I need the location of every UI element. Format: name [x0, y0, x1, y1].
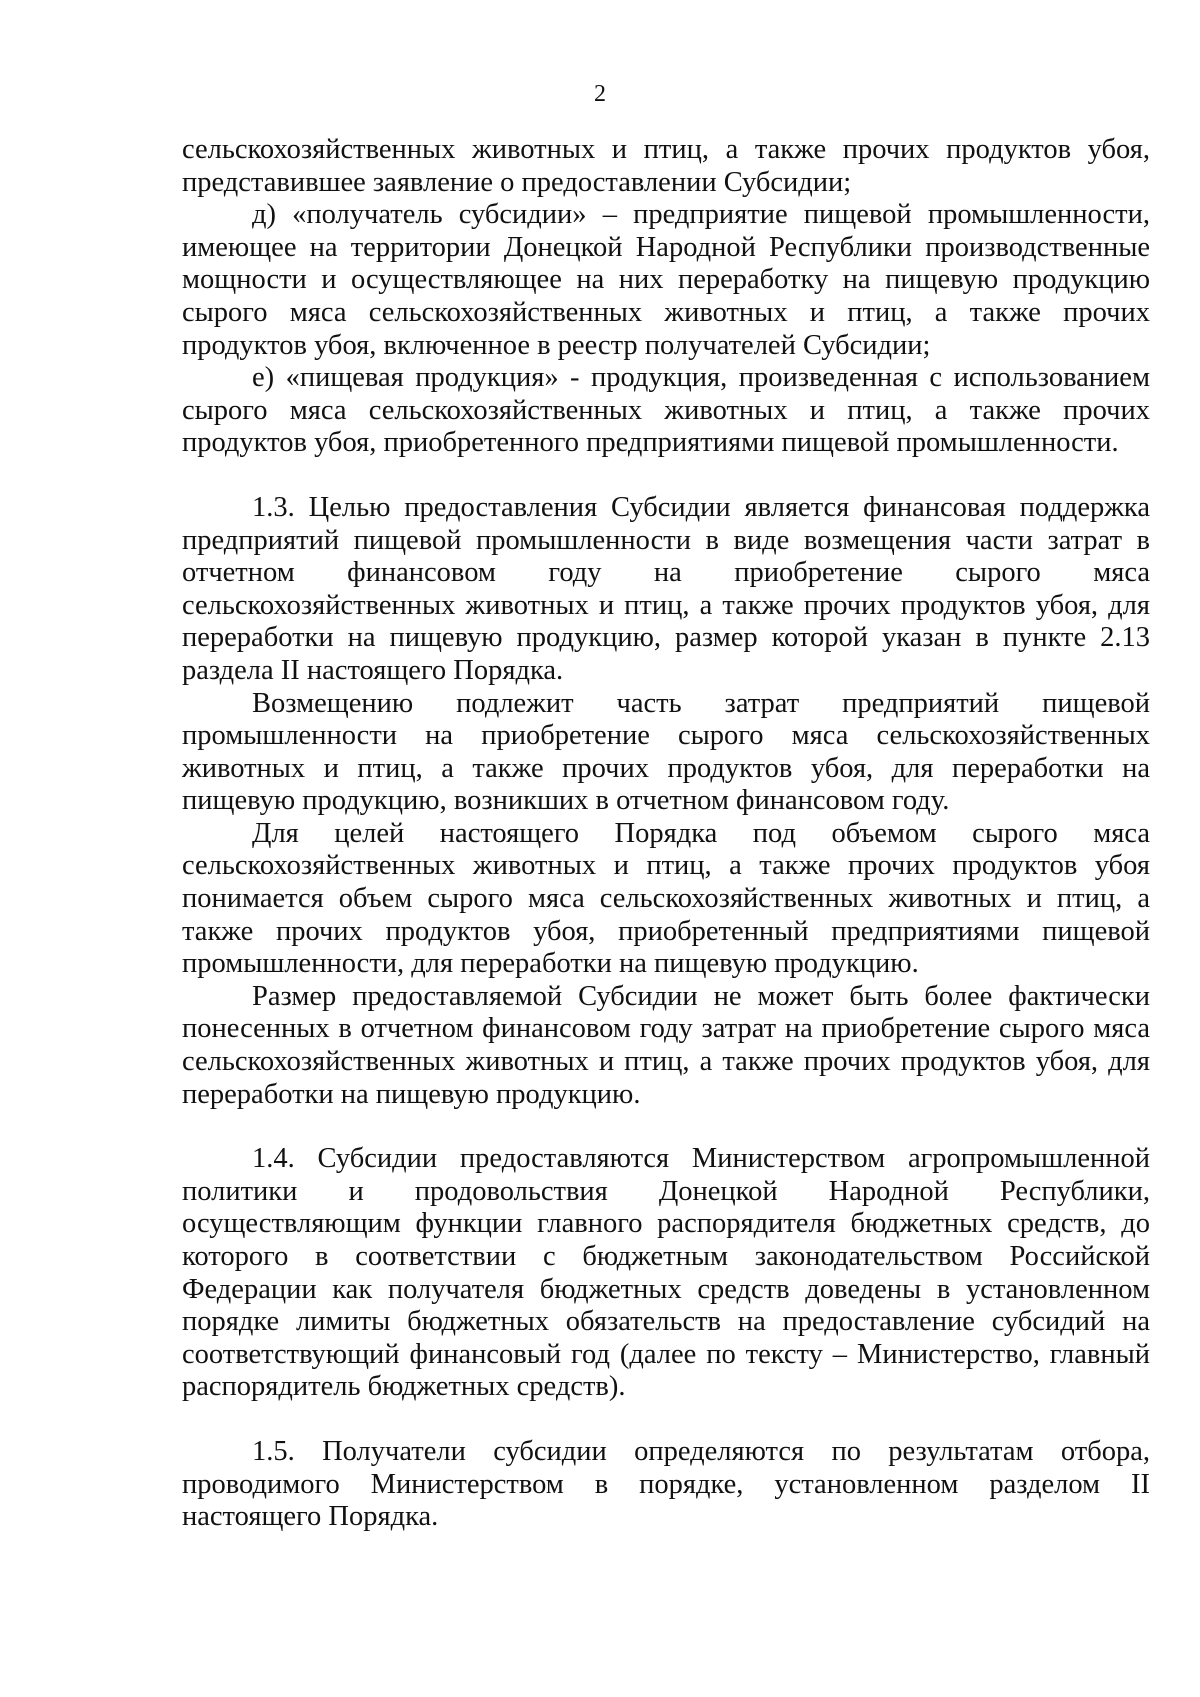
paragraph-continuation: сельскохозяйственных животных и птиц, а также прочих продуктов убоя, представившее заявление о предоставлении Субсидии; [182, 134, 1150, 198]
paragraph-subsidy-size: Размер предоставляемой Субсидии не может быть более фактически понесенных в отчетном финансовом году затрат на приобретение сырого мяса сельскохозяйственных животных и птиц, а также прочих продуктов убоя, для переработки на пищевую продукцию. [182, 980, 1150, 1110]
paragraph-1-4: 1.4. Субсидии предоставляются Министерством агропромышленной политики и продовольствия Донецкой Народной Республики, осуществляющим функции главного распорядителя бюджетных средств, до которого в соответствии с бюджетным законодательством Российской Федерации как получателя бюджетных средств доведены в установленном порядке лимиты бюджетных обязательств на предоставление субсидий на соответствующий финансовый год (далее по тексту – Министерство, главный распорядитель бюджетных средств). [182, 1143, 1150, 1403]
paragraph-1-3: 1.3. Целью предоставления Субсидии является финансовая поддержка предприятий пищевой промышленности в виде возмещения части затрат в отчетном финансовом году на приобретение сырого мяса сельскохозяйственных животных и птиц, а также прочих продуктов убоя, для переработки на пищевую продукцию, размер которой указан в пункте 2.13 раздела II настоящего Порядка. [182, 491, 1150, 686]
paragraph-definition-d: д) «получатель субсидии» – предприятие пищевой промышленности, имеющее на территории Донецкой Народной Республики производственные мощности и осуществляющее на них переработку на пищевую продукцию сырого мяса сельскохозяйственных животных и птиц, а также прочих продуктов убоя, включенное в реестр получателей Субсидии; [182, 199, 1150, 361]
paragraph-compensation: Возмещению подлежит часть затрат предприятий пищевой промышленности на приобретение сырого мяса сельскохозяйственных животных и птиц, а также прочих продуктов убоя, для переработки на пищевую продукцию, возникших в отчетном финансовом году. [182, 687, 1150, 817]
page-number: 2 [594, 81, 606, 107]
document-body [182, 134, 1150, 1534]
paragraph-definition-e: е) «пищевая продукция» - продукция, произведенная с использованием сырого мяса сельскохозяйственных животных и птиц, а также прочих продуктов убоя, приобретенного предприятиями пищевой промышленности. [182, 362, 1150, 459]
paragraph-volume-definition: Для целей настоящего Порядка под объемом сырого мяса сельскохозяйственных животных и птиц, а также прочих продуктов убоя понимается объем сырого мяса сельскохозяйственных животных и птиц, а также прочих продуктов убоя, приобретенный предприятиями пищевой промышленности, для переработки на пищевую продукцию. [182, 817, 1150, 980]
paragraph-1-5: 1.5. Получатели субсидии определяются по результатам отбора, проводимого Министерством в порядке, установленном разделом II настоящего Порядка. [182, 1435, 1150, 1533]
